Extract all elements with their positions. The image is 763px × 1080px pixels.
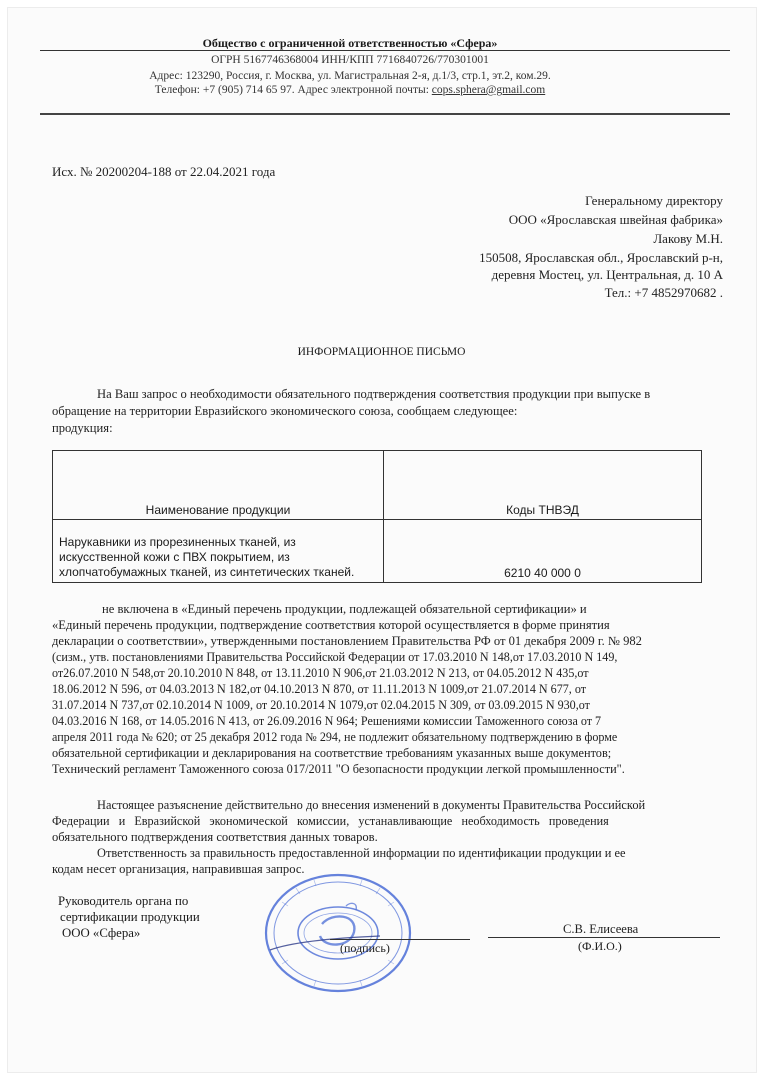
body-line-8: 04.03.2016 N 168, от 14.05.2016 N 413, от 26.09.2016 N 964; Решениями комиссии Таможенного союза от 7 bbox=[52, 714, 602, 728]
addressee-line-3: Лакову М.Н. bbox=[653, 231, 723, 246]
cell-tnved-code: 6210 40 000 0 bbox=[384, 520, 702, 583]
position-line-1: Руководитель органа по bbox=[58, 894, 189, 908]
name-caption: (Ф.И.О.) bbox=[578, 939, 622, 953]
body-line-11: Технический регламент Таможенного союза 017/2011 "О безопасности продукции легкой промышленности". bbox=[52, 762, 625, 776]
body-line-3: декларации о соответствии», утвержденными постановлением Правительства РФ от 01 декабря 2009 г. № 982 bbox=[52, 634, 642, 648]
table-row bbox=[53, 520, 702, 583]
intro-line-2: обращение на территории Евразийского экономического союза, сообщаем следующее: bbox=[52, 404, 518, 418]
table-header-row bbox=[53, 451, 702, 520]
round-seal-icon bbox=[262, 872, 414, 994]
product-name-line-3: хлопчатобумажных тканей, из синтетических тканей. bbox=[59, 565, 355, 579]
signatory-name: С.В. Елисеева bbox=[563, 922, 639, 936]
contact-line bbox=[0, 84, 700, 96]
responsibility-line-2: кодам несет организация, направившая запрос. bbox=[52, 862, 305, 876]
body-line-9: апреля 2011 года № 620; от 25 декабря 2012 года № 294, не подлежит обязательному подтверждению в форме bbox=[52, 730, 618, 744]
signatory-position bbox=[58, 893, 200, 941]
letter-title: ИНФОРМАЦИОННОЕ ПИСЬМО bbox=[297, 346, 466, 358]
responsibility-line-1: Ответственность за правильность предоставленной информации по идентификации продукции и ее bbox=[97, 846, 626, 860]
product-name-line-1: Нарукавники из прорезиненных тканей, из bbox=[59, 535, 296, 549]
addressee-line-4: 150508, Ярославская обл., Ярославский р-н, bbox=[479, 250, 723, 265]
signature-caption: (подпись) bbox=[340, 941, 390, 955]
addressee-line-1: Генеральному директору bbox=[585, 193, 723, 208]
signature-line bbox=[330, 939, 470, 940]
address-line: Адрес: 123290, Россия, г. Москва, ул. Магистральная 2-я, д.1/3, стр.1, эт.2, ком.29. bbox=[149, 70, 551, 82]
body-line-5: от26.07.2010 N 548,от 20.10.2010 N 848, от 13.11.2010 N 906,от 21.03.2012 N 213, от 04.05.2012 N 435,от bbox=[52, 666, 589, 680]
validity-line-1: Настоящее разъяснение действительно до внесения изменений в документы Правительства Российской bbox=[97, 798, 646, 812]
intro-line-1: На Ваш запрос о необходимости обязательного подтверждения соответствия продукции при выпуске в bbox=[97, 387, 651, 401]
header-tnved-codes: Коды ТНВЭД bbox=[384, 451, 702, 520]
org-name: Общество с ограниченной ответственностью «Сфера» bbox=[202, 36, 498, 50]
cell-product-name bbox=[53, 520, 384, 583]
body-line-7: 31.07.2014 N 737,от 02.10.2014 N 1009, от 20.10.2014 N 1079,от 02.04.2015 N 309, от 03.09.2015 N 930,от bbox=[52, 698, 590, 712]
email-link[interactable]: cops.sphera@gmail.com bbox=[431, 84, 546, 96]
intro-line-3: продукция: bbox=[52, 421, 113, 435]
product-table bbox=[52, 450, 702, 583]
addressee-line-6: Тел.: +7 4852970682 . bbox=[604, 285, 723, 300]
validity-line-3: обязательного подтверждения соответствия данных товаров. bbox=[52, 830, 378, 844]
header-bottom-rule bbox=[40, 113, 730, 115]
addressee-line-2: ООО «Ярославская швейная фабрика» bbox=[508, 212, 723, 227]
body-line-6: 18.06.2012 N 596, от 04.03.2013 N 182,от 04.10.2013 N 870, от 11.11.2013 N 1009,от 21.07.2014 N 677, от bbox=[52, 682, 587, 696]
body-line-10: обязательной сертификации и декларирования на соответствие требованиям указанных выше документов; bbox=[52, 746, 612, 760]
product-name-line-2: искусственной кожи с ПВХ покрытием, из bbox=[59, 550, 290, 564]
outgoing-number: Исх. № 20200204-188 от 22.04.2021 года bbox=[52, 164, 276, 179]
body-line-1: не включена в «Единый перечень продукции, подлежащей обязательной сертификации» и bbox=[102, 602, 587, 616]
body-line-2: «Единый перечень продукции, подтверждение соответствия которой осуществляется в форме принятия bbox=[52, 618, 610, 632]
position-line-2: сертификации продукции bbox=[60, 910, 200, 924]
addressee-line-5: деревня Мостец, ул. Центральная, д. 10 А bbox=[491, 267, 723, 282]
body-line-4: (сизм., утв. постановлениями Правительства Российской Федерации от 17.03.2010 N 148,от 17.03.2010 N 149, bbox=[52, 650, 618, 664]
name-line bbox=[488, 937, 720, 938]
position-line-3: ООО «Сфера» bbox=[62, 926, 141, 940]
header-rule bbox=[40, 50, 730, 51]
header-product-name: Наименование продукции bbox=[53, 451, 384, 520]
validity-line-2: Федерации и Евразийской экономической комиссии, устанавливающие необходимость проведения bbox=[52, 814, 609, 828]
phone-text: Телефон: +7 (905) 714 65 97. Адрес электронной почты: bbox=[154, 84, 432, 96]
ogrn-line: ОГРН 5167746368004 ИНН/КПП 7716840726/770301001 bbox=[211, 54, 489, 66]
